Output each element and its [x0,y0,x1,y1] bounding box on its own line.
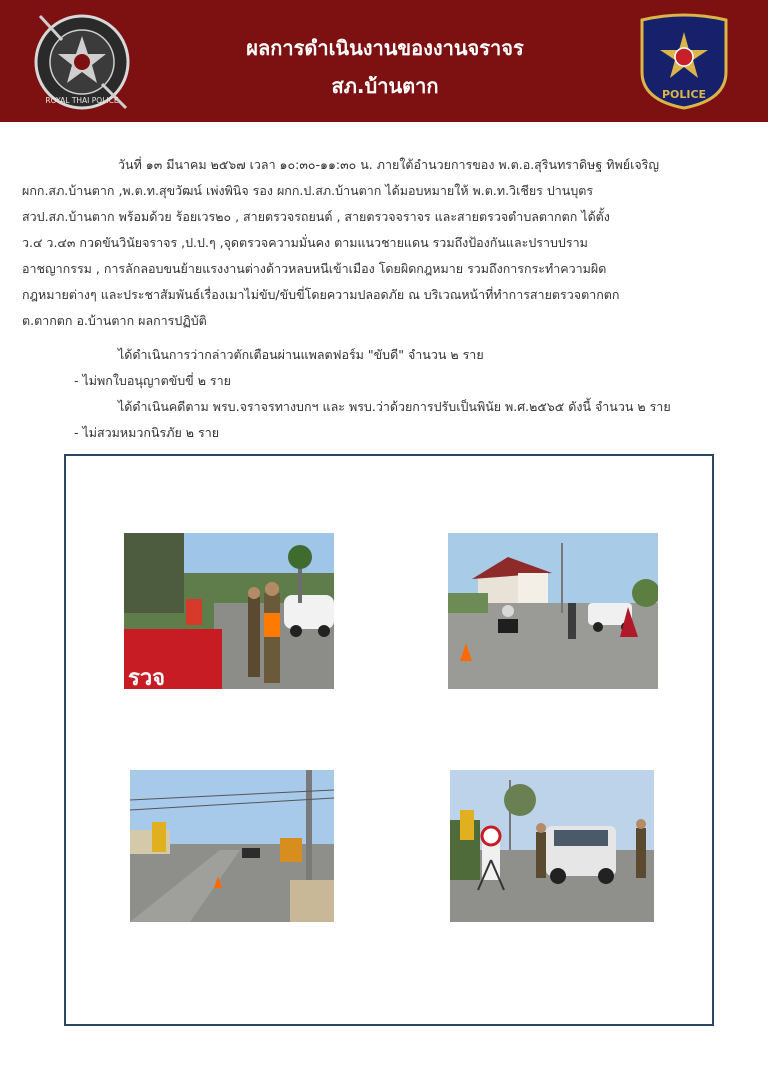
paragraph-line: ต.ตากตก อ.บ้านตาก ผลการปฏิบัติ [22,313,207,328]
header-banner [0,0,768,122]
photo-road-view [130,770,334,922]
page-title: ผลการดำเนินงานของงานจราจร [246,36,524,60]
paragraph-line: ว.๔ ว.๔๓ กวดขันวินัยจราจร ,ป.ป.ๆ ,จุดตรวจความมั่นคง ตามแนวชายแดน รวมถึงป้องกันและปราบปราม [22,235,588,250]
paragraph-line: สวป.สภ.บ้านตาก พร้อมด้วย ร้อยเวร๒๐ , สายตรวจรถยนต์ , สายตรวจจราจร และสายตรวจตำบลตากตก ได้ตั้ง [22,209,610,224]
paragraph-line: กฎหมายต่างๆ และประชาสัมพันธ์เรื่องเมาไม่ขับ/ขับขี่โดยความปลอดภัย ณ บริเวณหน้าที่ทำการสายตรวจตากตก [22,287,620,302]
svg-text:POLICE: POLICE [661,88,707,101]
paragraph-line: ผกก.สภ.บ้านตาก ,พ.ต.ท.สุขวัฒน์ เพ่งพินิจ รอง ผกก.ป.สภ.บ้านตาก ได้มอบหมายให้ พ.ต.ท.วิเชียร ปานบุตร [22,183,594,198]
checkpoint-sign-text: รวจ [128,666,166,689]
photo-pickup-checkpoint [450,770,654,922]
paragraph-line: อาชญากรรม , การลักลอบขนย้ายแรงงานต่างด้าวหลบหนีเข้าเมือง โดยผิดกฎหมาย รวมถึงการกระทำความผิด [22,261,607,276]
photo-checkpoint-officers [124,533,334,689]
photo-checkpoint-building [448,533,658,689]
svg-text:ROYAL THAI POLICE: ROYAL THAI POLICE [45,96,119,105]
prosecution-item: - ไม่สวมหมวกนิรภัย ๒ ราย [74,425,220,440]
warning-item: - ไม่พกใบอนุญาตขับขี่ ๒ ราย [74,373,231,388]
warning-summary: ได้ดำเนินการว่ากล่าวตักเตือนผ่านแพลตฟอร์ม "ขับดี" จำนวน ๒ ราย [118,347,484,362]
paragraph-line: วันที่ ๑๓ มีนาคม ๒๕๖๗ เวลา ๑๐:๓๐-๑๑:๓๐ น. ภายใต้อำนวยการของ พ.ต.อ.สุรินทราดิษฐ ทิพย์เจริญ [118,157,660,172]
police-badge-logo [636,12,732,110]
royal-thai-police-logo [32,12,132,112]
station-name: สภ.บ้านตาก [331,74,439,98]
prosecution-summary: ได้ดำเนินคดีตาม พรบ.จราจรทางบกฯ และ พรบ.ว่าด้วยการปรับเป็นพินัย พ.ศ.๒๕๖๕ ดังนี้ จำนวน ๒ ราย [118,399,671,414]
report-paragraph [22,152,702,334]
